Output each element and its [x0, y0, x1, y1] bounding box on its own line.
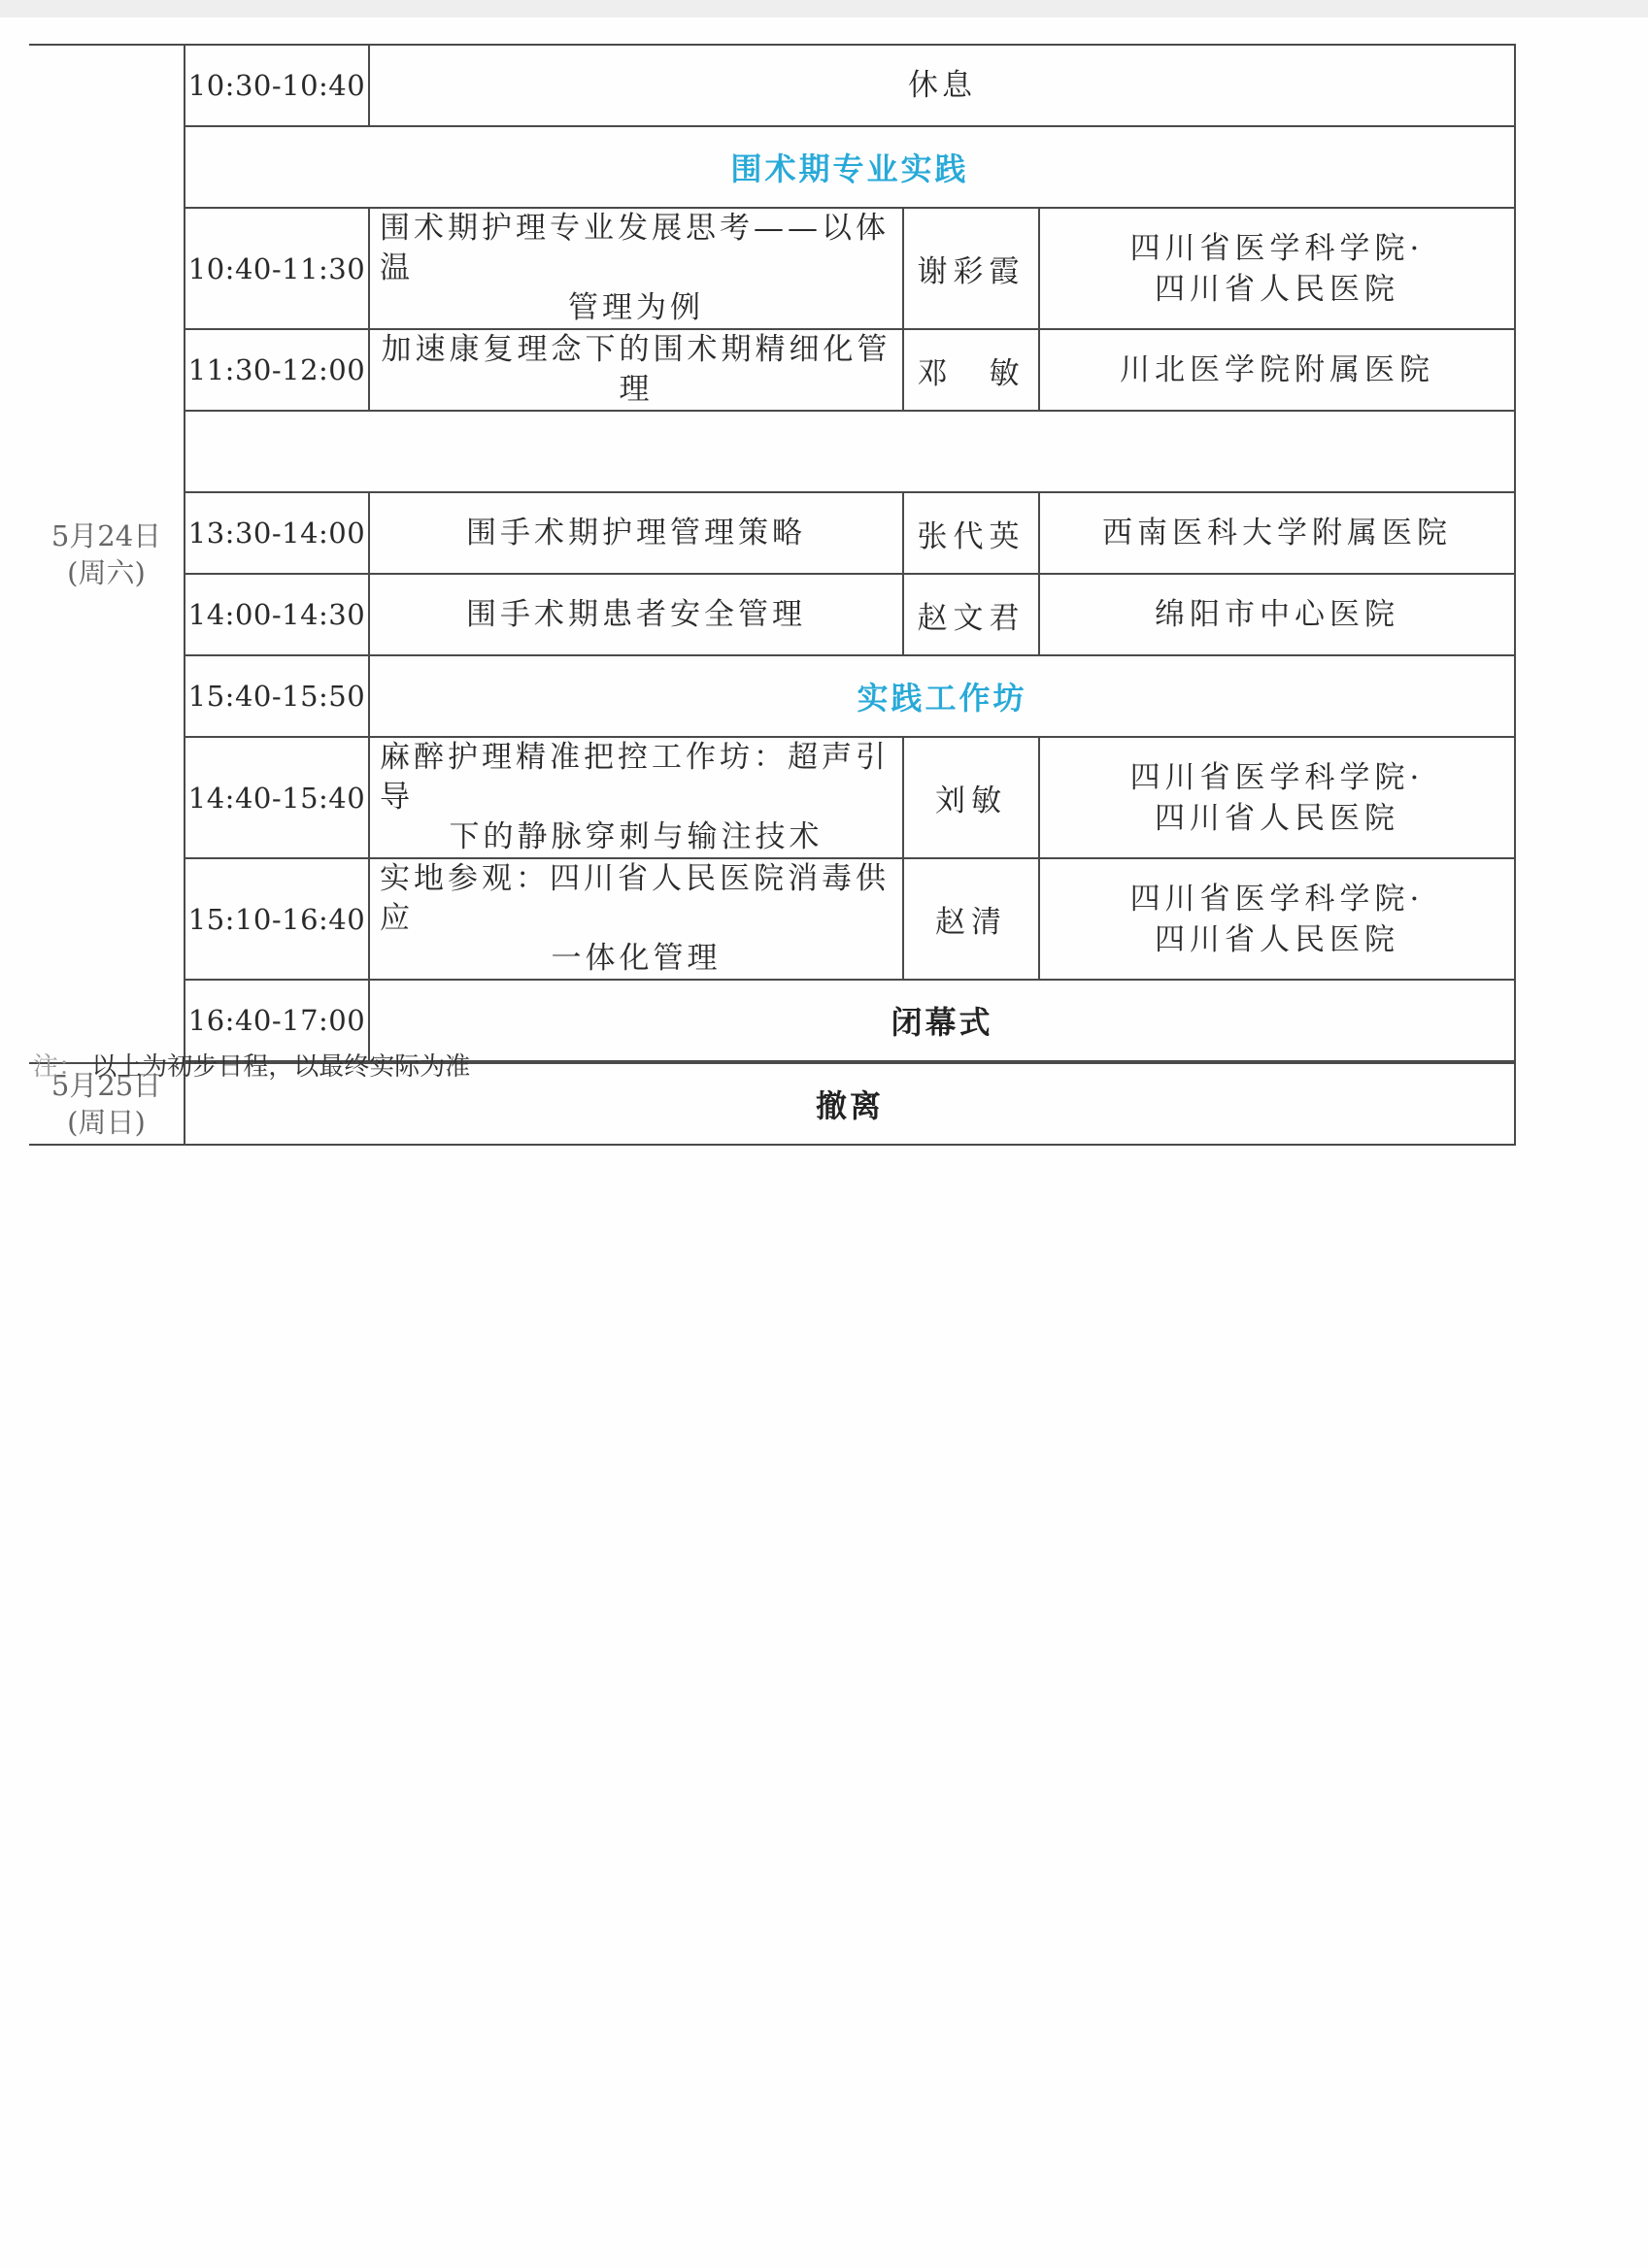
org-cell: 西南医科大学附属医院	[1039, 492, 1515, 574]
time-cell: 16:40-17:00	[185, 980, 369, 1061]
speaker-cell: 张代英	[903, 492, 1039, 574]
speaker-cell: 谢彩霞	[903, 208, 1039, 329]
date-label: 5月24日	[50, 518, 162, 552]
time-cell: 15:10-16:40	[185, 858, 369, 980]
topic-line: 围术期护理专业发展思考——以体温	[380, 211, 890, 285]
table-row	[29, 329, 1515, 411]
org-line: 四川省医学科学院·	[1129, 230, 1425, 266]
departure-cell: 撤离	[185, 1063, 1515, 1145]
schedule-table	[29, 44, 1516, 1146]
topic-line: 管理为例	[568, 290, 704, 325]
table-row	[29, 737, 1515, 858]
speaker-cell: 赵文君	[903, 574, 1039, 655]
time-cell: 14:40-15:40	[185, 737, 369, 858]
speaker-cell: 赵清	[903, 858, 1039, 980]
closing-ceremony: 闭幕式	[369, 980, 1515, 1061]
org-cell: 绵阳市中心医院	[1039, 574, 1515, 655]
weekday-label: (周日)	[67, 1106, 146, 1139]
section-heading: 围术期专业实践	[185, 126, 1515, 208]
scan-edge	[0, 0, 1648, 17]
speaker-cell: 邓 敏	[903, 329, 1039, 411]
table-row	[29, 655, 1515, 737]
org-line: 四川省医学科学院·	[1129, 759, 1425, 795]
date-label: 5月25日	[50, 1069, 162, 1102]
time-cell: 13:30-14:00	[185, 492, 369, 574]
org-line: 四川省医学科学院·	[1129, 881, 1425, 917]
topic-cell	[369, 858, 903, 980]
table-row	[29, 126, 1515, 208]
table-row	[29, 858, 1515, 980]
table-row	[29, 208, 1515, 329]
topic-line: 下的静脉穿刺与输注技术	[449, 819, 824, 854]
footnote-text: 以上为初步日程，以最终实际为准	[91, 1052, 471, 1082]
section-heading: 实践工作坊	[369, 655, 1515, 737]
table-row	[29, 411, 1515, 492]
org-line: 四川省人民医院	[1155, 921, 1399, 957]
table-row	[29, 492, 1515, 574]
topic-cell	[369, 737, 903, 858]
topic-line: 实地参观：四川省人民医院消毒供应	[380, 861, 890, 936]
topic-cell: 围手术期患者安全管理	[369, 574, 903, 655]
time-cell: 15:40-15:50	[185, 655, 369, 737]
org-cell	[1039, 858, 1515, 980]
topic-line: 麻醉护理精准把控工作坊：超声引导	[380, 740, 890, 815]
footnote-prefix: 注：	[33, 1052, 84, 1082]
date-cell	[29, 45, 185, 1063]
time-cell: 14:00-14:30	[185, 574, 369, 655]
time-cell: 11:30-12:00	[185, 329, 369, 411]
weekday-label: (周六)	[67, 555, 146, 589]
topic-cell: 加速康复理念下的围术期精细化管理	[369, 329, 903, 411]
org-cell: 川北医学院附属医院	[1039, 329, 1515, 411]
speaker-cell: 刘敏	[903, 737, 1039, 858]
topic-cell	[369, 208, 903, 329]
table-row	[29, 45, 1515, 126]
topic-cell: 休息	[369, 45, 1515, 126]
topic-line: 一体化管理	[551, 941, 722, 976]
blank-cell	[185, 411, 1515, 492]
footnote	[33, 1047, 470, 1083]
time-cell: 10:30-10:40	[185, 45, 369, 126]
time-cell: 10:40-11:30	[185, 208, 369, 329]
org-line: 四川省人民医院	[1155, 800, 1399, 836]
table-row	[29, 574, 1515, 655]
org-cell	[1039, 208, 1515, 329]
topic-cell: 围手术期护理管理策略	[369, 492, 903, 574]
org-line: 四川省人民医院	[1155, 271, 1399, 307]
org-cell	[1039, 737, 1515, 858]
